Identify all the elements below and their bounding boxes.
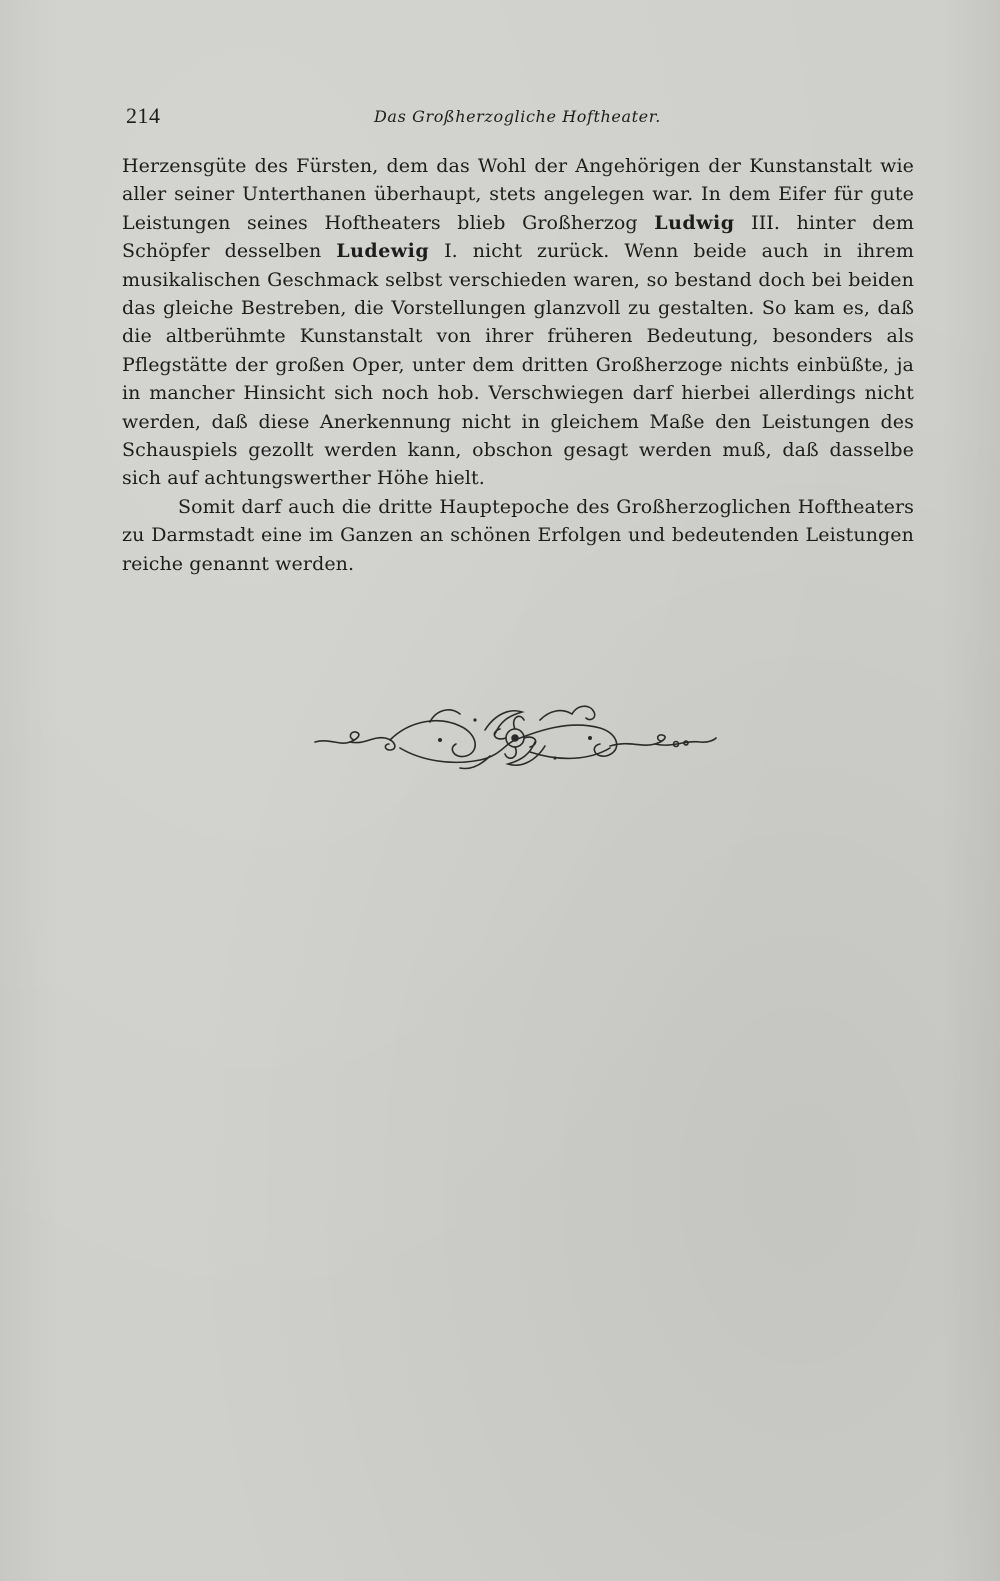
name-ludwig: Ludwig bbox=[654, 211, 735, 234]
floral-vignette-icon bbox=[310, 700, 720, 780]
paragraph-1-text-b: III. hinter dem Schöpfer desselben bbox=[122, 211, 914, 263]
page-number: 214 bbox=[126, 103, 161, 128]
paragraph-1-text-a: Herzensgüte des Fürsten, dem das Wohl der Angehörigen der Kunstanstalt wie aller seiner Unterthanen überhaupt, stets angelegen war. In dem Eifer für gute Leistungen seines Hoftheaters blieb Großherzog bbox=[122, 155, 914, 234]
paragraph-1-text-c: I. nicht zurück. Wenn beide auch in ihrem musikalischen Geschmack selbst verschieden waren, so bestand doch bei beiden das gleiche Bestreben, die Vorstellungen glanzvoll zu gestalten. So kam es, daß die altberühmte Kunstanstalt von ihrer früheren Bedeutung, besonders als Pflegstätte der großen Oper, unter dem dritten Großherzoge nichts einbüßte, ja in mancher Hinsicht sich noch hob. Verschwiegen darf hierbei allerdings nicht werden, daß diese Anerkennung nicht in gleichem Maße den Leistungen des Schauspiels gezollt werden kann, obschon gesagt werden muß, daß dasselbe sich auf achtungswerther Höhe hielt. bbox=[122, 240, 914, 490]
paragraph-2: Somit darf auch die dritte Hauptepoche des Großherzoglichen Hoftheaters zu Darmstadt eine im Ganzen an schönen Erfolgen und bedeutenden Leistungen reiche genannt werden. bbox=[122, 495, 914, 575]
paragraph-1 bbox=[122, 152, 914, 493]
body-text bbox=[122, 152, 914, 578]
name-ludewig: Ludewig bbox=[336, 240, 430, 263]
page-header bbox=[126, 103, 912, 131]
running-head: Das Großherzogliche Hoftheater. bbox=[374, 107, 661, 126]
